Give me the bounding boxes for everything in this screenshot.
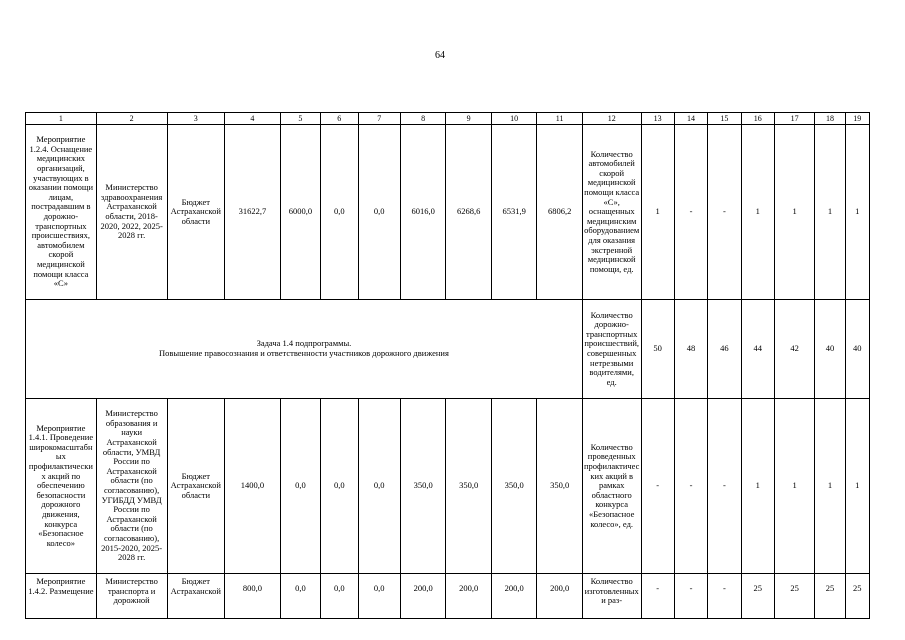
value-cell: 0,0 bbox=[321, 574, 358, 619]
indicator-cell: Количество дорожно-транспортных происшествий, совершенных нетрезвыми водителями, ед. bbox=[582, 300, 641, 399]
funding-source-cell: Бюджет Астраханской bbox=[167, 574, 225, 619]
target-cell: - bbox=[674, 574, 707, 619]
target-cell: 1 bbox=[845, 399, 869, 574]
col-number: 17 bbox=[774, 113, 814, 125]
value-cell: 0,0 bbox=[321, 125, 358, 300]
target-cell: 40 bbox=[815, 300, 845, 399]
target-cell: 25 bbox=[774, 574, 814, 619]
target-cell: 1 bbox=[641, 125, 674, 300]
value-cell: 6268,6 bbox=[446, 125, 491, 300]
value-cell: 350,0 bbox=[537, 399, 582, 574]
value-cell: 6806,2 bbox=[537, 125, 582, 300]
value-cell: 200,0 bbox=[537, 574, 582, 619]
table-row bbox=[26, 399, 870, 574]
col-number: 8 bbox=[400, 113, 445, 125]
col-number: 4 bbox=[225, 113, 281, 125]
col-number: 7 bbox=[358, 113, 400, 125]
target-cell: 42 bbox=[774, 300, 814, 399]
executor-cell: Министерство образования и науки Астраханской области, УМВД России по Астраханской области (по согласованию), УГИБДД УМВД России по Астраханской области (по согласованию), 2015-2020, 2025-2028 гг. bbox=[96, 399, 167, 574]
target-cell: 1 bbox=[845, 125, 869, 300]
value-cell: 350,0 bbox=[491, 399, 536, 574]
col-number: 5 bbox=[280, 113, 320, 125]
target-cell: 1 bbox=[815, 125, 845, 300]
col-number: 19 bbox=[845, 113, 869, 125]
target-cell: - bbox=[708, 125, 741, 300]
col-number: 9 bbox=[446, 113, 491, 125]
value-cell: 0,0 bbox=[280, 399, 320, 574]
indicator-cell: Количество проведенных профилактических акций в рамках областного конкурса «Безопасное колесо», ед. bbox=[582, 399, 641, 574]
target-cell: 25 bbox=[741, 574, 774, 619]
col-number: 15 bbox=[708, 113, 741, 125]
col-number: 14 bbox=[674, 113, 707, 125]
value-cell: 1400,0 bbox=[225, 399, 281, 574]
table-row bbox=[26, 574, 870, 619]
funding-source-cell: Бюджет Астраханской области bbox=[167, 125, 225, 300]
value-cell: 350,0 bbox=[446, 399, 491, 574]
value-cell: 31622,7 bbox=[225, 125, 281, 300]
target-cell: 1 bbox=[741, 125, 774, 300]
target-cell: - bbox=[641, 399, 674, 574]
indicator-cell: Количество автомобилей скорой медицинской помощи класса «С», оснащенных медицинским оборудованием для оказания экстренной медицинской помощи, ед. bbox=[582, 125, 641, 300]
task-row bbox=[26, 300, 870, 399]
target-cell: 25 bbox=[815, 574, 845, 619]
col-number: 3 bbox=[167, 113, 225, 125]
table-row bbox=[26, 125, 870, 300]
value-cell: 6016,0 bbox=[400, 125, 445, 300]
funding-source-cell: Бюджет Астраханской области bbox=[167, 399, 225, 574]
value-cell: 800,0 bbox=[225, 574, 281, 619]
value-cell: 6000,0 bbox=[280, 125, 320, 300]
target-cell: 1 bbox=[774, 125, 814, 300]
target-cell: 40 bbox=[845, 300, 869, 399]
measure-cell: Мероприятие 1.4.1. Проведение широкомасштабных профилактических акций по обеспечению безопасности дорожного движения, конкурса «Безопасное колесо» bbox=[26, 399, 97, 574]
target-cell: 50 bbox=[641, 300, 674, 399]
target-cell: - bbox=[708, 399, 741, 574]
col-number: 6 bbox=[321, 113, 358, 125]
indicator-cell: Количество изготовленных и раз- bbox=[582, 574, 641, 619]
col-number: 2 bbox=[96, 113, 167, 125]
value-cell: 200,0 bbox=[446, 574, 491, 619]
target-cell: 1 bbox=[774, 399, 814, 574]
target-cell: 48 bbox=[674, 300, 707, 399]
task-description: Повышение правосознания и ответственности участников дорожного движения bbox=[159, 348, 449, 358]
target-cell: - bbox=[674, 399, 707, 574]
target-cell: 25 bbox=[845, 574, 869, 619]
col-number: 13 bbox=[641, 113, 674, 125]
value-cell: 6531,9 bbox=[491, 125, 536, 300]
value-cell: 0,0 bbox=[321, 399, 358, 574]
col-number: 10 bbox=[491, 113, 536, 125]
col-number: 11 bbox=[537, 113, 582, 125]
col-number: 12 bbox=[582, 113, 641, 125]
target-cell: 46 bbox=[708, 300, 741, 399]
target-cell: - bbox=[674, 125, 707, 300]
value-cell: 0,0 bbox=[358, 125, 400, 300]
target-cell: - bbox=[708, 574, 741, 619]
column-numbers-row bbox=[26, 113, 870, 125]
value-cell: 0,0 bbox=[358, 574, 400, 619]
executor-cell: Министерство здравоохранения Астраханской области, 2018-2020, 2022, 2025-2028 гг. bbox=[96, 125, 167, 300]
col-number: 1 bbox=[26, 113, 97, 125]
col-number: 16 bbox=[741, 113, 774, 125]
target-cell: 1 bbox=[815, 399, 845, 574]
value-cell: 350,0 bbox=[400, 399, 445, 574]
value-cell: 0,0 bbox=[358, 399, 400, 574]
target-cell: 44 bbox=[741, 300, 774, 399]
program-table bbox=[25, 112, 870, 619]
task-title-cell bbox=[26, 300, 583, 399]
task-title: Задача 1.4 подпрограммы. bbox=[256, 338, 352, 349]
value-cell: 200,0 bbox=[400, 574, 445, 619]
measure-cell: Мероприятие 1.4.2. Размещение bbox=[26, 574, 97, 619]
target-cell: - bbox=[641, 574, 674, 619]
value-cell: 200,0 bbox=[491, 574, 536, 619]
executor-cell: Министерство транспорта и дорожной bbox=[96, 574, 167, 619]
target-cell: 1 bbox=[741, 399, 774, 574]
col-number: 18 bbox=[815, 113, 845, 125]
value-cell: 0,0 bbox=[280, 574, 320, 619]
measure-cell: Мероприятие 1.2.4. Оснащение медицинских организаций, участвующих в оказании помощи лицам, пострадавшим в дорожно-транспортных происшествиях, автомобилем скорой медицинской помощи класса «С» bbox=[26, 125, 97, 300]
page-number: 64 bbox=[435, 50, 445, 61]
